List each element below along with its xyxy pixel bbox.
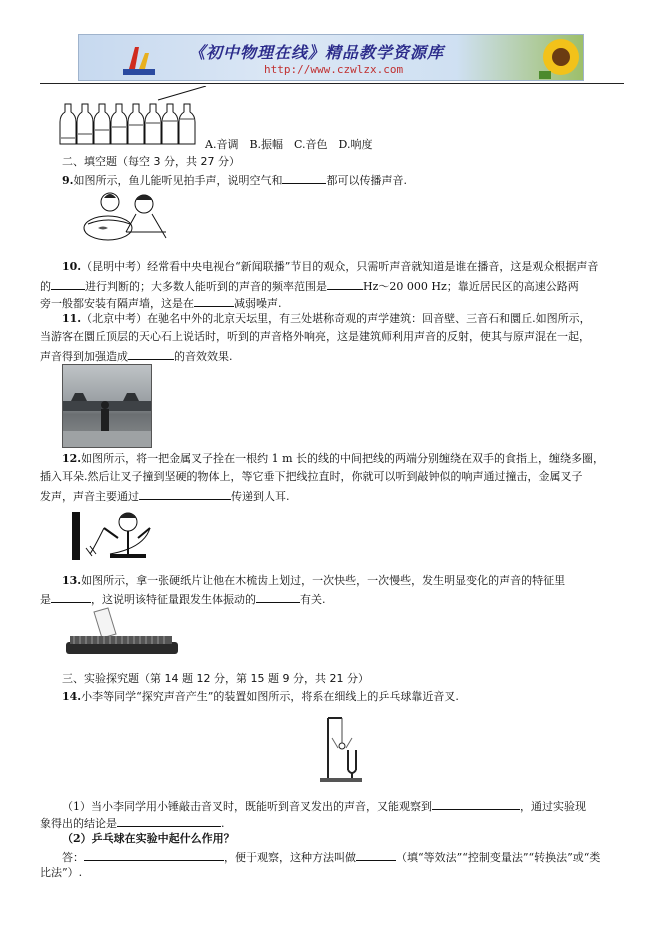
temple-scene-icon bbox=[63, 365, 151, 447]
q12-line3 bbox=[40, 488, 290, 504]
q11-text-l1: （北京中考）在驰名中外的北京天坛里，有三处堪称奇观的声学建筑：回音壁、三音石和圜丘.如图所示， bbox=[81, 312, 591, 325]
bottles-figure bbox=[58, 86, 208, 146]
q14-answer-label: 答： bbox=[62, 851, 84, 864]
q10-line2 bbox=[40, 278, 579, 294]
q14-blank-2[interactable] bbox=[117, 815, 221, 827]
comb-figure bbox=[60, 606, 182, 666]
q9-text-b: 都可以传播声音. bbox=[326, 174, 407, 187]
q12-text-l3a: 发声，声音主要通过 bbox=[40, 490, 139, 503]
q14-answer-b: （填“等效法”“控制变量法”“转换法”或“类 bbox=[396, 851, 601, 864]
q14-intro bbox=[62, 690, 459, 704]
q10-number: 10. bbox=[62, 260, 82, 273]
tuning-fork-apparatus bbox=[318, 714, 364, 784]
q12-number: 12. bbox=[62, 452, 82, 465]
q11-blank[interactable] bbox=[128, 348, 174, 360]
q13-line2 bbox=[40, 591, 326, 607]
q14-blank-3[interactable] bbox=[84, 849, 224, 861]
section3-heading: 三、实验探究题（第 14 题 12 分，第 15 题 9 分，共 21 分） bbox=[62, 672, 369, 685]
q10-line1 bbox=[62, 260, 598, 274]
q11-line1 bbox=[62, 312, 591, 326]
q13-blank-1[interactable] bbox=[51, 591, 91, 603]
q9-blank[interactable] bbox=[282, 172, 326, 184]
q14-p1a: （1）当小李同学用小锤敲击音叉时，既能听到音叉发出的声音，又能观察到 bbox=[62, 800, 432, 813]
q12-line1 bbox=[62, 452, 604, 466]
header-url: http://www.czwlzx.com bbox=[264, 63, 404, 76]
sunflower-icon bbox=[531, 35, 584, 81]
q14-blank-4[interactable] bbox=[356, 849, 396, 861]
q14-p1-line1 bbox=[62, 798, 586, 814]
q14-p1b: ，通过实验现 bbox=[520, 800, 586, 813]
q13-blank-2[interactable] bbox=[256, 591, 300, 603]
temple-photo bbox=[62, 364, 152, 448]
q14-number: 14. bbox=[62, 690, 82, 703]
q10-text-l1: （昆明中考）经常看中央电视台“新闻联播”节目的观众，只需听声音就知道是谁在播音，这是观众根据声音 bbox=[81, 260, 599, 273]
fish-tank-figure bbox=[80, 188, 170, 246]
q14-p1-line2 bbox=[40, 815, 225, 831]
q13-number: 13. bbox=[62, 574, 82, 587]
q11-text-l3a: 声音得到加强造成 bbox=[40, 350, 128, 363]
section2-heading: 二、填空题（每空 3 分，共 27 分） bbox=[62, 155, 240, 168]
q14-p1c: 象得出的结论是 bbox=[40, 817, 117, 830]
header-title: 《初中物理在线》精品教学资源库 bbox=[189, 43, 445, 62]
header-banner bbox=[78, 34, 584, 81]
q12-line2: 插入耳朵.然后让叉子撞到坚硬的物体上，等它垂下把线拉直时，你就可以听到敲钟似的响声通过撞击，金属叉子 bbox=[40, 470, 583, 483]
q10-text-l3a: 旁一般都安装有隔声墙，这是在 bbox=[40, 297, 194, 310]
q12-text-l3b: 传递到人耳. bbox=[231, 490, 290, 503]
q12-text-l1: 如图所示，将一把金属叉子拴在一根约 1 m 长的线的中间把线的两端分别缠绕在双手的食指上，缠绕多圈， bbox=[81, 452, 605, 465]
q13-text-l2c: 有关. bbox=[300, 593, 326, 606]
q13-line1 bbox=[62, 574, 565, 588]
q12-blank[interactable] bbox=[139, 488, 231, 500]
q10-text-l3b: 减弱噪声. bbox=[234, 297, 282, 310]
q10-blank-1[interactable] bbox=[51, 278, 85, 290]
q9-text bbox=[62, 172, 407, 188]
q10-line3 bbox=[40, 295, 282, 311]
q14-p1d: . bbox=[221, 817, 225, 830]
q13-text-l1: 如图所示，拿一张硬纸片让他在木梳齿上划过，一次快些，一次慢些，发生明显变化的声音的特征里 bbox=[81, 574, 566, 587]
q10-blank-3[interactable] bbox=[194, 295, 234, 307]
q11-number: 11. bbox=[62, 312, 82, 325]
q8-options: A.音调 B.振幅 C.音色 D.响度 bbox=[205, 138, 373, 151]
q11-text-l3b: 的音效效果. bbox=[174, 350, 233, 363]
q10-blank-2[interactable] bbox=[327, 278, 363, 290]
q14-answer-line2: 比法”）. bbox=[40, 866, 83, 879]
q14-answer-a: ，便于观察，这种方法叫做 bbox=[224, 851, 356, 864]
q13-text-l2b: ，这说明该特征量跟发生体振动的 bbox=[91, 593, 256, 606]
logo-icon bbox=[119, 39, 159, 79]
header-rule bbox=[40, 83, 624, 84]
q9-text-a: 如图所示，鱼儿能听见拍手声，说明空气和 bbox=[73, 174, 283, 187]
fork-string-figure bbox=[70, 508, 160, 562]
q14-answer-line1 bbox=[62, 849, 600, 865]
q14-blank-1[interactable] bbox=[432, 798, 520, 810]
q10-text-l2b: 进行判断的；大多数人能听到的声音的频率范围是 bbox=[85, 280, 327, 293]
q9-number: 9. bbox=[62, 174, 74, 187]
q11-line2: 当游客在圜丘顶层的天心石上说话时，听到的声音格外响亮，这是建筑师利用声音的反射，使其与原声混在一起， bbox=[40, 330, 590, 343]
q11-line3 bbox=[40, 348, 233, 364]
q10-text-l2c: Hz～20 000 Hz；靠近居民区的高速公路两 bbox=[363, 280, 579, 293]
q14-p2: （2）乒乓球在实验中起什么作用？ bbox=[62, 832, 235, 845]
q10-text-l2a: 的 bbox=[40, 280, 51, 293]
q13-text-l2a: 是 bbox=[40, 593, 51, 606]
q14-intro-text: 小李等同学“探究声音产生”的装置如图所示，将系在细线上的乒乓球靠近音叉. bbox=[81, 690, 459, 703]
